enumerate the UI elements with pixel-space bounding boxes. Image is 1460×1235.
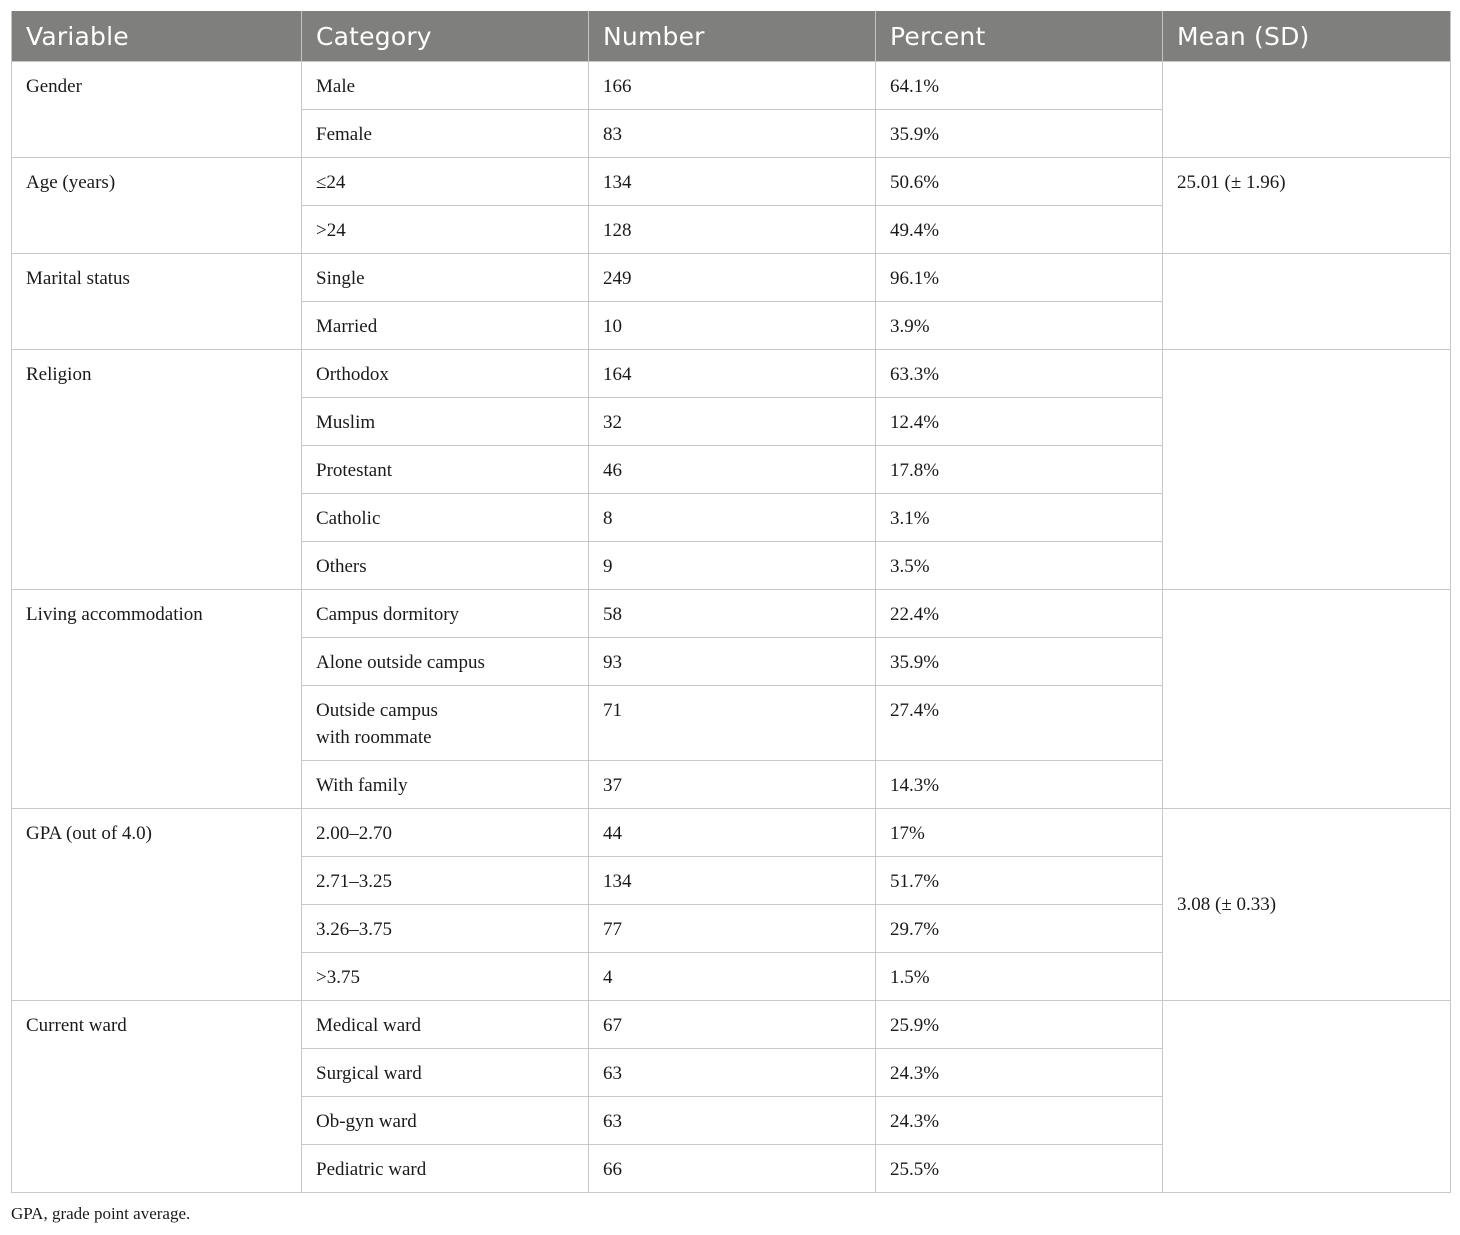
table-header-row <box>12 11 1451 62</box>
variable-cell: Gender <box>12 62 302 158</box>
category-cell: Campus dormitory <box>302 590 589 638</box>
percent-cell: 50.6% <box>876 158 1163 206</box>
category-cell: Female <box>302 110 589 158</box>
category-cell: >24 <box>302 206 589 254</box>
category-cell: Male <box>302 62 589 110</box>
percent-cell: 22.4% <box>876 590 1163 638</box>
percent-cell: 1.5% <box>876 953 1163 1001</box>
table-row <box>12 350 1451 398</box>
number-cell: 164 <box>589 350 876 398</box>
mean-sd-cell <box>1163 62 1451 158</box>
number-cell: 63 <box>589 1049 876 1097</box>
table-container <box>11 11 1450 1193</box>
category-cell: Catholic <box>302 494 589 542</box>
number-cell: 63 <box>589 1097 876 1145</box>
category-cell: Surgical ward <box>302 1049 589 1097</box>
percent-cell: 17% <box>876 809 1163 857</box>
percent-cell: 17.8% <box>876 446 1163 494</box>
number-cell: 46 <box>589 446 876 494</box>
number-cell: 249 <box>589 254 876 302</box>
percent-cell: 96.1% <box>876 254 1163 302</box>
number-cell: 83 <box>589 110 876 158</box>
percent-cell: 35.9% <box>876 110 1163 158</box>
percent-cell: 24.3% <box>876 1097 1163 1145</box>
number-cell: 4 <box>589 953 876 1001</box>
category-cell: Alone outside campus <box>302 638 589 686</box>
percent-cell: 3.1% <box>876 494 1163 542</box>
category-cell: Single <box>302 254 589 302</box>
category-cell: >3.75 <box>302 953 589 1001</box>
header-percent: Percent <box>876 11 1163 62</box>
mean-sd-cell <box>1163 1001 1451 1193</box>
variable-cell: Marital status <box>12 254 302 350</box>
demographics-table <box>11 11 1451 1193</box>
table-row <box>12 809 1451 857</box>
number-cell: 37 <box>589 761 876 809</box>
table-row <box>12 158 1451 206</box>
header-mean-sd: Mean (SD) <box>1163 11 1451 62</box>
header-number: Number <box>589 11 876 62</box>
table-row <box>12 254 1451 302</box>
category-line-1: Outside campus <box>316 700 438 721</box>
number-cell: 166 <box>589 62 876 110</box>
number-cell: 32 <box>589 398 876 446</box>
number-cell: 77 <box>589 905 876 953</box>
category-cell: Married <box>302 302 589 350</box>
variable-cell: Age (years) <box>12 158 302 254</box>
mean-sd-cell: 25.01 (± 1.96) <box>1163 158 1451 254</box>
category-cell: 2.71–3.25 <box>302 857 589 905</box>
number-cell: 71 <box>589 686 876 761</box>
percent-cell: 49.4% <box>876 206 1163 254</box>
table-footnote: GPA, grade point average. <box>11 1204 191 1223</box>
header-category: Category <box>302 11 589 62</box>
category-cell: Orthodox <box>302 350 589 398</box>
percent-cell: 64.1% <box>876 62 1163 110</box>
category-line-2: with roommate <box>316 727 432 748</box>
mean-sd-cell <box>1163 254 1451 350</box>
category-cell: Muslim <box>302 398 589 446</box>
number-cell: 134 <box>589 857 876 905</box>
variable-cell: Living accommodation <box>12 590 302 809</box>
percent-cell: 14.3% <box>876 761 1163 809</box>
percent-cell: 35.9% <box>876 638 1163 686</box>
table-row <box>12 62 1451 110</box>
number-cell: 66 <box>589 1145 876 1193</box>
table-row <box>12 1001 1451 1049</box>
category-cell: With family <box>302 761 589 809</box>
number-cell: 67 <box>589 1001 876 1049</box>
number-cell: 44 <box>589 809 876 857</box>
category-cell: Pediatric ward <box>302 1145 589 1193</box>
percent-cell: 29.7% <box>876 905 1163 953</box>
number-cell: 9 <box>589 542 876 590</box>
percent-cell: 25.5% <box>876 1145 1163 1193</box>
category-cell: Medical ward <box>302 1001 589 1049</box>
mean-sd-cell <box>1163 590 1451 809</box>
percent-cell: 51.7% <box>876 857 1163 905</box>
category-cell: Protestant <box>302 446 589 494</box>
number-cell: 134 <box>589 158 876 206</box>
category-cell: 3.26–3.75 <box>302 905 589 953</box>
percent-cell: 63.3% <box>876 350 1163 398</box>
percent-cell: 12.4% <box>876 398 1163 446</box>
category-cell <box>302 686 589 761</box>
percent-cell: 27.4% <box>876 686 1163 761</box>
number-cell: 10 <box>589 302 876 350</box>
number-cell: 128 <box>589 206 876 254</box>
percent-cell: 25.9% <box>876 1001 1163 1049</box>
number-cell: 93 <box>589 638 876 686</box>
variable-cell: Religion <box>12 350 302 590</box>
number-cell: 8 <box>589 494 876 542</box>
category-cell: 2.00–2.70 <box>302 809 589 857</box>
variable-cell: Current ward <box>12 1001 302 1193</box>
category-cell: Others <box>302 542 589 590</box>
variable-cell: GPA (out of 4.0) <box>12 809 302 1001</box>
percent-cell: 3.9% <box>876 302 1163 350</box>
mean-sd-cell: 3.08 (± 0.33) <box>1163 809 1451 1001</box>
header-variable: Variable <box>12 11 302 62</box>
percent-cell: 3.5% <box>876 542 1163 590</box>
percent-cell: 24.3% <box>876 1049 1163 1097</box>
number-cell: 58 <box>589 590 876 638</box>
table-row <box>12 590 1451 638</box>
mean-sd-cell <box>1163 350 1451 590</box>
category-cell: Ob-gyn ward <box>302 1097 589 1145</box>
category-cell: ≤24 <box>302 158 589 206</box>
